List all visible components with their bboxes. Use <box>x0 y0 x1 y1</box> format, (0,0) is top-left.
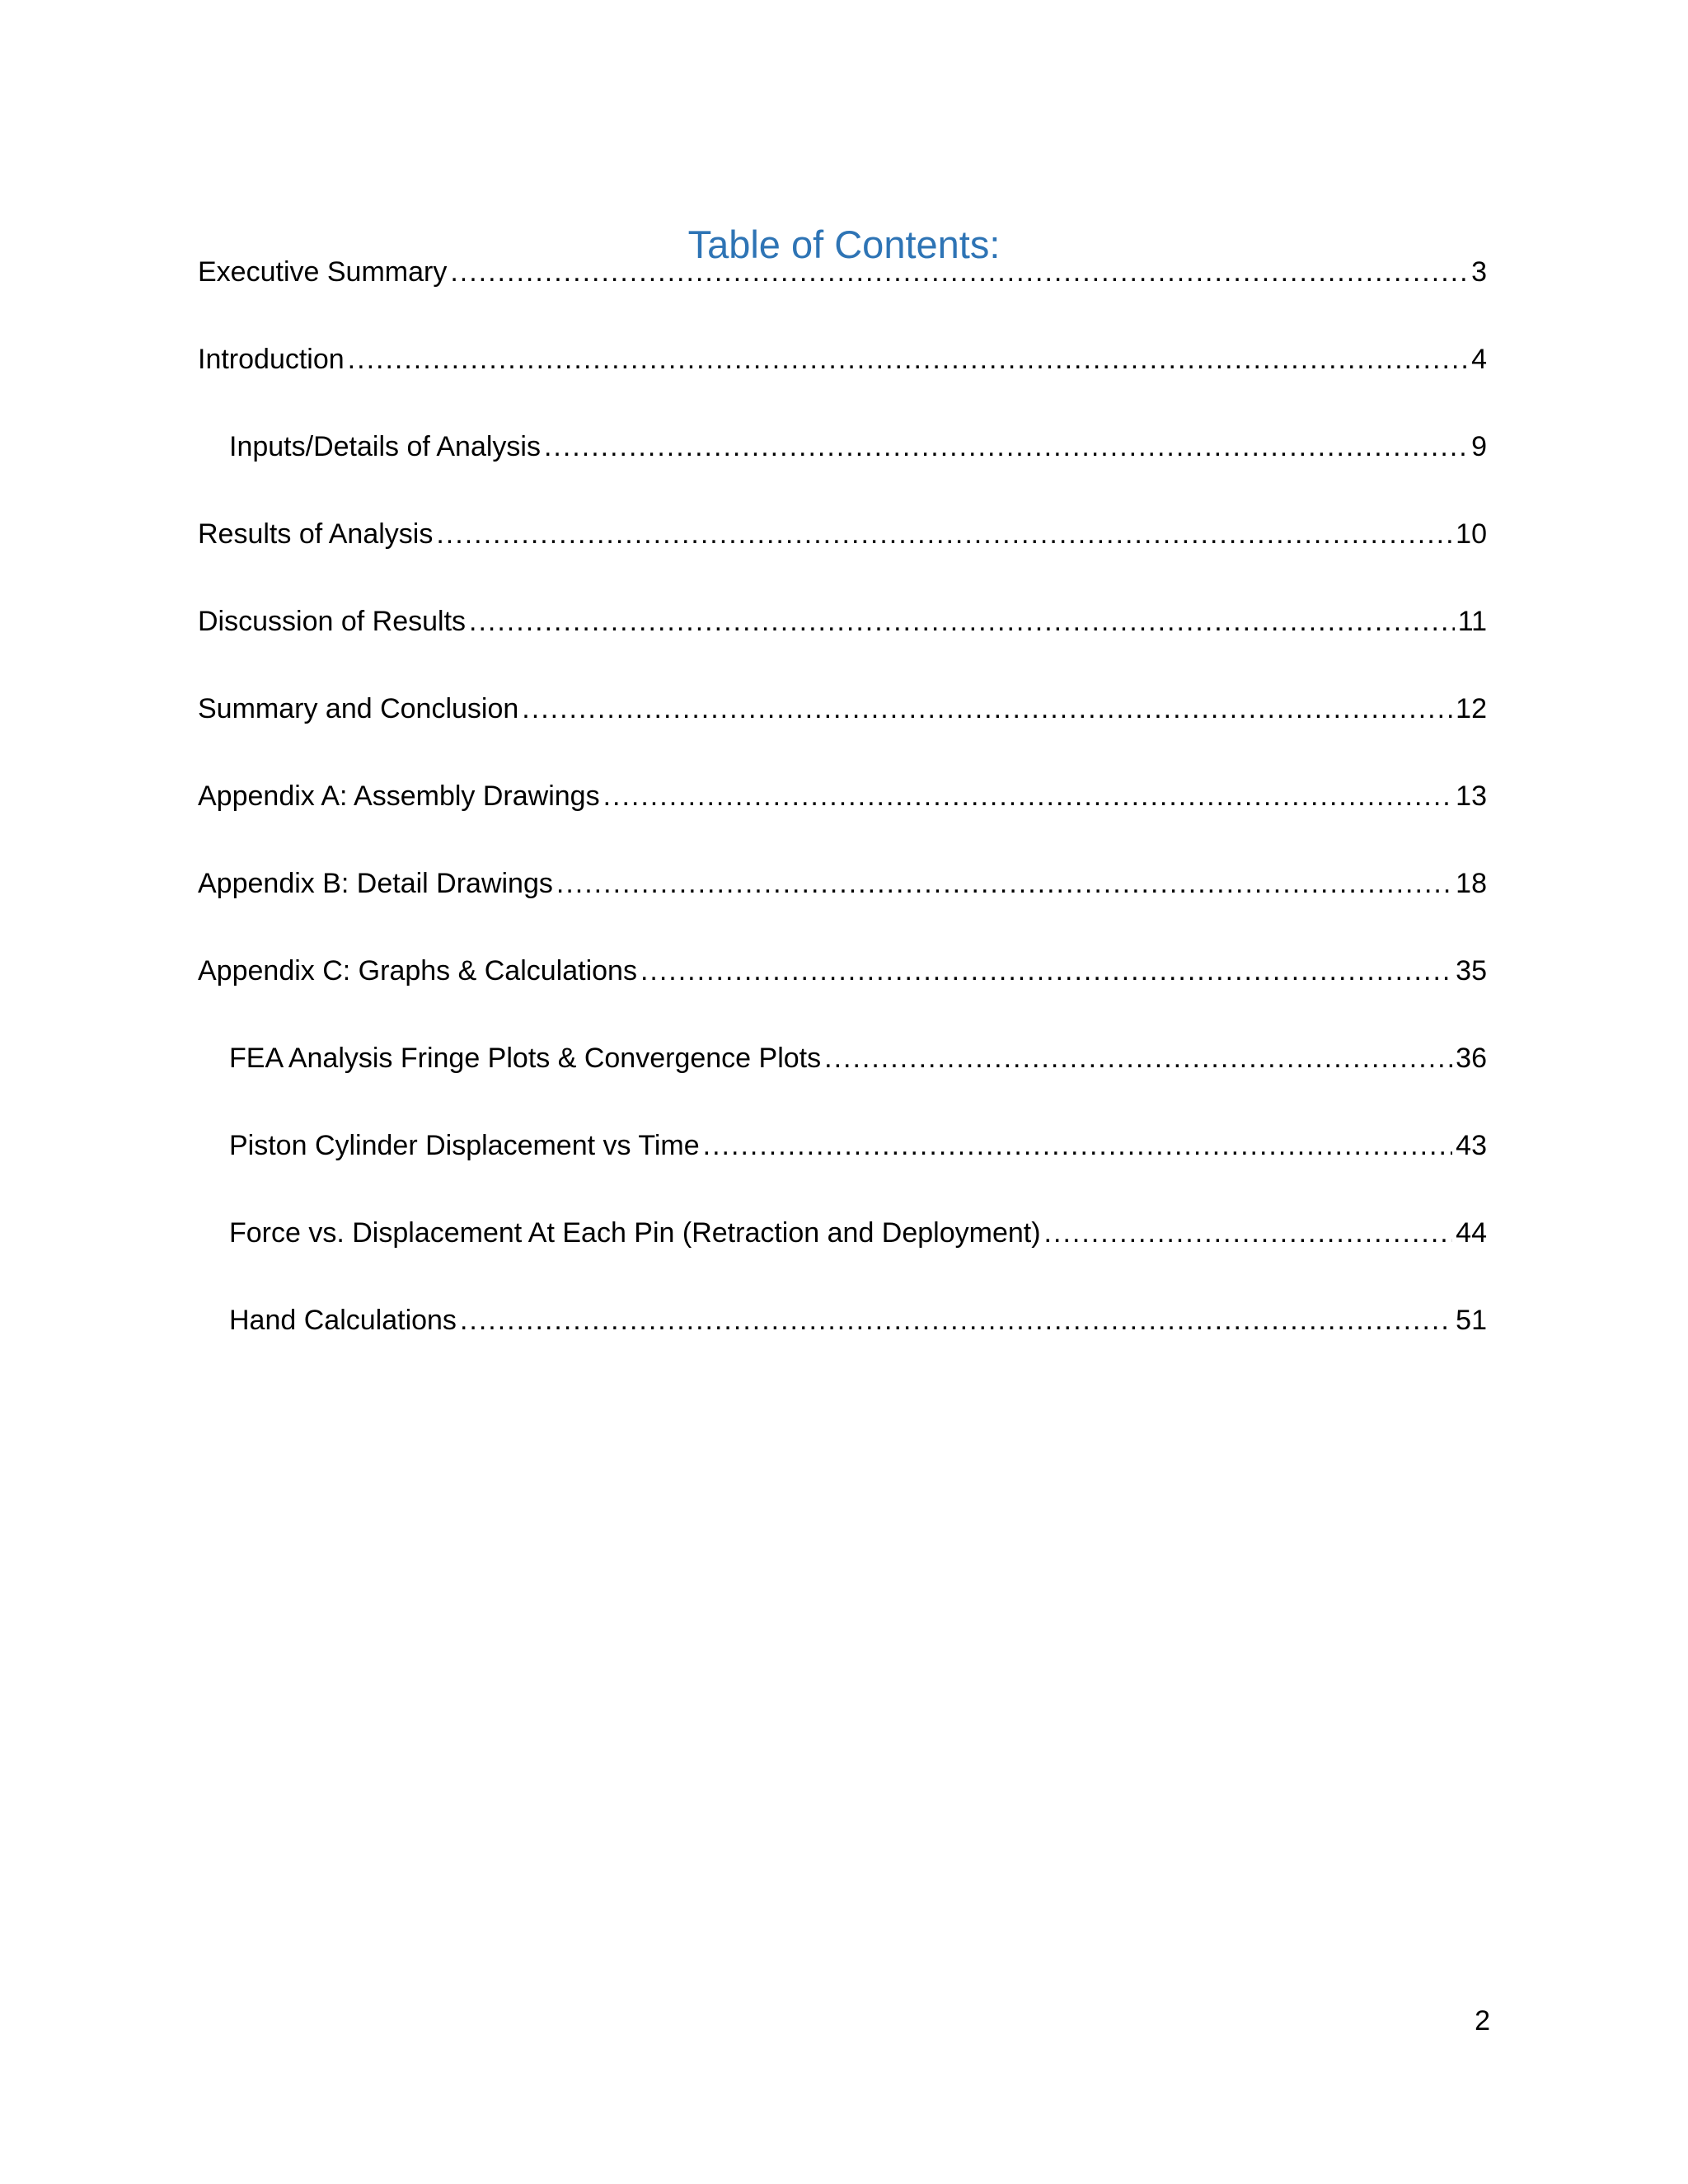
toc-entry-label: Hand Calculations <box>229 1305 457 1336</box>
toc-entry-label: Summary and Conclusion <box>198 693 519 724</box>
page-number: 2 <box>1475 2005 1490 2036</box>
toc-entry[interactable] <box>198 516 1487 603</box>
toc-entry[interactable] <box>198 778 1487 865</box>
toc-dot-leader <box>703 1127 1453 1164</box>
toc-dot-leader <box>450 254 1468 290</box>
toc-entry-label: Force vs. Displacement At Each Pin (Retraction and Deployment) <box>229 1217 1041 1249</box>
toc-entry-page: 43 <box>1456 1130 1487 1161</box>
toc-entry[interactable] <box>198 341 1487 429</box>
toc-entry[interactable] <box>198 429 1487 516</box>
toc-list <box>198 254 1487 1390</box>
toc-entry-page: 11 <box>1457 606 1487 637</box>
toc-entry[interactable] <box>198 691 1487 778</box>
toc-entry-label: Discussion of Results <box>198 606 467 637</box>
toc-dot-leader <box>544 429 1468 465</box>
toc-entry-label: Results of Analysis <box>198 518 434 550</box>
toc-entry-label: Piston Cylinder Displacement vs Time <box>229 1130 700 1161</box>
toc-entry-label: Executive Summary <box>198 256 448 288</box>
toc-entry-label: Introduction <box>198 344 345 375</box>
toc-entry-page: 9 <box>1471 431 1487 462</box>
toc-entry[interactable] <box>198 254 1487 341</box>
toc-entry[interactable] <box>198 1215 1487 1302</box>
toc-entry[interactable] <box>198 953 1487 1040</box>
toc-dot-leader <box>522 691 1452 727</box>
toc-dot-leader <box>603 778 1453 814</box>
toc-dot-leader <box>460 1302 1452 1338</box>
toc-entry-label: FEA Analysis Fringe Plots & Convergence Plots <box>229 1043 822 1074</box>
toc-dot-leader <box>469 603 1455 640</box>
toc-entry-label: Appendix C: Graphs & Calculations <box>198 955 637 987</box>
toc-dot-leader <box>436 516 1452 552</box>
toc-entry-page: 51 <box>1456 1305 1487 1336</box>
toc-entry-page: 13 <box>1456 780 1487 812</box>
toc-dot-leader <box>1044 1215 1453 1251</box>
toc-entry-label: Appendix A: Assembly Drawings <box>198 780 600 812</box>
toc-title: Table of Contents: <box>687 223 1001 267</box>
toc-dot-leader <box>640 953 1452 989</box>
toc-entry-page: 44 <box>1456 1217 1487 1249</box>
toc-entry-label: Inputs/Details of Analysis <box>229 431 541 462</box>
toc-entry[interactable] <box>198 1127 1487 1215</box>
toc-entry-page: 3 <box>1471 256 1487 288</box>
toc-entry-label: Appendix B: Detail Drawings <box>198 868 553 899</box>
toc-entry-page: 10 <box>1456 518 1487 550</box>
toc-entry[interactable] <box>198 1040 1487 1127</box>
toc-dot-leader <box>824 1040 1452 1076</box>
toc-entry-page: 35 <box>1456 955 1487 987</box>
toc-entry-page: 4 <box>1471 344 1487 375</box>
toc-entry-page: 18 <box>1456 868 1487 899</box>
toc-dot-leader <box>556 865 1452 902</box>
toc-entry-page: 12 <box>1456 693 1487 724</box>
toc-entry-page: 36 <box>1456 1043 1487 1074</box>
toc-dot-leader <box>348 341 1468 377</box>
toc-entry[interactable] <box>198 603 1487 691</box>
toc-entry[interactable] <box>198 1302 1487 1390</box>
toc-entry[interactable] <box>198 865 1487 953</box>
